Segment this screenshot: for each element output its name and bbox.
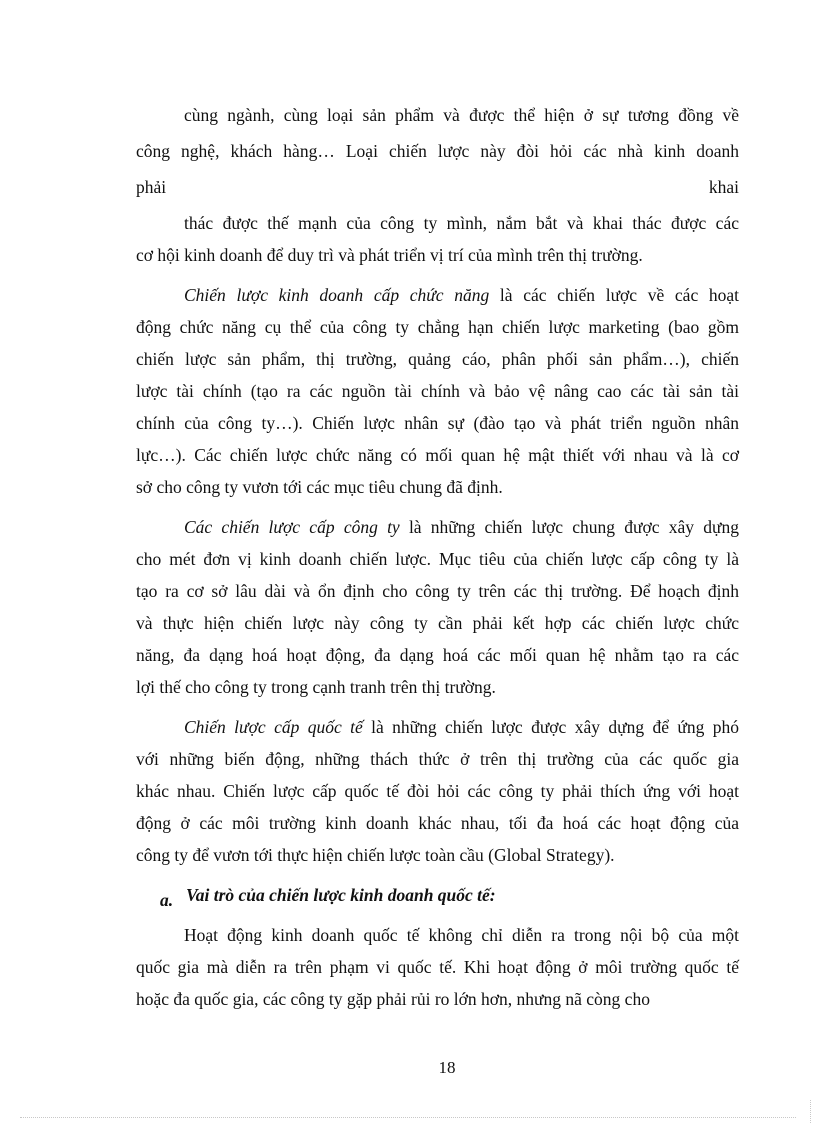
body-text-line xyxy=(184,715,739,739)
body-text-line xyxy=(184,515,739,539)
page-boundary-rule xyxy=(20,1117,796,1118)
body-text-line: lực…). Các chiến lược chức năng có mối quan hệ mật thiết với nhau và là cơ xyxy=(136,445,739,465)
body-text-line: động chức năng cụ thể của công ty chẳng hạn chiến lược marketing (bao gồm xyxy=(136,317,739,337)
heading-marker: a. xyxy=(160,890,174,910)
body-text-line: công ty để vươn tới thực hiện chiến lược toàn cầu (Global Strategy). xyxy=(136,845,615,865)
body-text-line: chính của công ty…). Chiến lược nhân sự (đào tạo và phát triển nguồn nhân xyxy=(136,413,739,433)
body-text-word: khai xyxy=(708,177,739,197)
body-text-line: quốc gia mà diễn ra trên phạm vi quốc tế. Khi hoạt động ở môi trường quốc tế xyxy=(136,957,739,977)
body-text-line: thác được thế mạnh của công ty mình, nắm bắt và khai thác được các xyxy=(184,213,739,233)
body-text-line: Hoạt động kinh doanh quốc tế không chỉ diễn ra trong nội bộ của một xyxy=(184,925,739,945)
body-text-line: sở cho công ty vươn tới các mục tiêu chung đã định. xyxy=(136,477,503,497)
body-text-line: chiến lược sản phẩm, thị trường, quảng cáo, phân phối sản phẩm…), chiến xyxy=(136,349,739,369)
body-text-fragment: là những chiến lược được xây dựng để ứng phó xyxy=(362,717,739,737)
body-text-line: và thực hiện chiến lược này công ty cần phải kết hợp các chiến lược chức xyxy=(136,613,739,633)
heading-text: Vai trò của chiến lược kinh doanh quốc tế: xyxy=(186,885,496,905)
page-number: 18 xyxy=(438,1058,456,1077)
body-text-line: cùng ngành, cùng loại sản phẩm và được thể hiện ở sự tương đồng về xyxy=(184,105,739,125)
body-text-line: với những biến động, những thách thức ở trên thị trường của các quốc gia xyxy=(136,749,739,769)
body-text-line xyxy=(184,283,739,307)
body-text-line: khác nhau. Chiến lược cấp quốc tế đòi hỏi các công ty phải thích ứng với hoạt xyxy=(136,781,739,801)
body-text-line: cho mét đơn vị kinh doanh chiến lược. Mục tiêu của chiến lược cấp công ty là xyxy=(136,549,739,569)
body-text-fragment: là các chiến lược về các hoạt xyxy=(489,285,739,305)
italic-term: Chiến lược kinh doanh cấp chức năng xyxy=(184,285,490,305)
body-text-line: lợi thế cho công ty trong cạnh tranh trên thị trường. xyxy=(136,677,496,697)
italic-term: Các chiến lược cấp công ty xyxy=(184,517,400,537)
body-text-fragment: là những chiến lược chung được xây dựng xyxy=(399,517,740,537)
body-text-line: lược tài chính (tạo ra các nguồn tài chính và bảo vệ nâng cao các tài sản tài xyxy=(136,381,739,401)
body-text-line: cơ hội kinh doanh để duy trì và phát triển vị trí của mình trên thị trường. xyxy=(136,245,643,265)
body-text-line: công nghệ, khách hàng… Loại chiến lược này đòi hỏi các nhà kinh doanh xyxy=(136,141,739,161)
page-boundary-rule xyxy=(810,1100,811,1123)
body-text-line: năng, đa dạng hoá hoạt động, đa dạng hoá các mối quan hệ nhằm tạo ra các xyxy=(136,645,739,665)
body-text-line: hoặc đa quốc gia, các công ty gặp phải rủi ro lớn hơn, nhưng nã còng cho xyxy=(136,989,650,1009)
italic-term: Chiến lược cấp quốc tế xyxy=(184,717,363,737)
body-text-line: tạo ra cơ sở lâu dài và ổn định cho công ty trên các thị trường. Để hoạch định xyxy=(136,581,739,601)
section-heading xyxy=(160,883,496,910)
body-text-line xyxy=(136,175,739,199)
body-text-word: phải xyxy=(136,177,167,197)
body-text-line: động ở các môi trường kinh doanh khác nhau, tối đa hoá các hoạt động của xyxy=(136,813,739,833)
